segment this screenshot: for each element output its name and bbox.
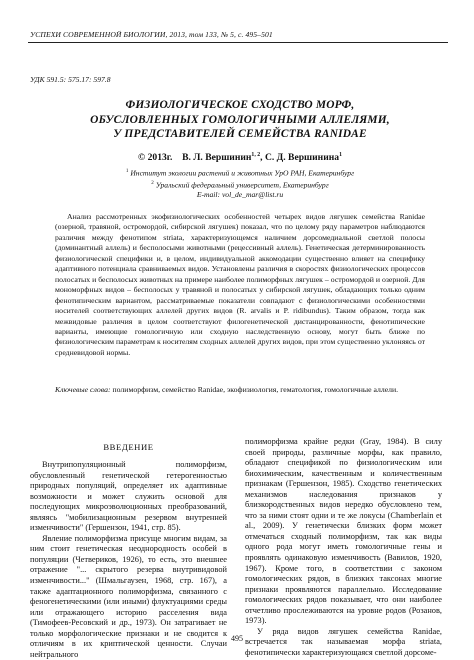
affiliations [40, 167, 440, 201]
author-name: С. Д. Вершинина [264, 152, 340, 164]
udk-code: УДК 591.5: 575.17: 597.8 [30, 75, 111, 84]
header-rule [28, 42, 448, 43]
running-head: УСПЕХИ СОВРЕМЕННОЙ БИОЛОГИИ, 2013, том 133, № 5, с. 495–501 [30, 30, 273, 39]
affiliation-text: Уральский федеральный университет, Екатеринбург [155, 180, 329, 190]
authors-line [40, 152, 440, 163]
right-column [245, 437, 442, 658]
keywords-label: Ключевые слова: [55, 385, 111, 394]
affiliation-mark: 1 [125, 169, 129, 174]
author-separator: , [260, 152, 263, 164]
section-heading: ВВЕДЕНИЕ [103, 442, 154, 452]
email-text: E-mail: vol_de_mar@list.ru [196, 190, 284, 200]
abstract [55, 212, 425, 358]
title-line: У ПРЕДСТАВИТЕЛЕЙ СЕМЕЙСТВА RANIDAE [113, 128, 367, 141]
page-number: 495 [231, 634, 243, 643]
author-affiliation-mark: 1, 2 [251, 152, 261, 158]
body-paragraph: Явление полиморфизма присуще многим видам, за ним стоит генетическая неоднородность особей в популяции (Четвериков, 1926), то есть, это внешнее отражение "... скрытого резерва внутривидовой изменчивости..." (Шмальгаузен, 1968, стр. 167), а также адаптационного полиморфизма, связанного с феногенетическими (или иными) флуктуациями среды или отражающего историю расселения вида (Тимофеев-Ресовский и др., 1973). Он затрагивает не только морфологические признаки и не сводится к отличиям в их криптической ценности. Случаи нейтрального [30, 533, 227, 659]
keywords-text: полиморфизм, семейство Ranidae, экофизиология, гематология, гомологичные аллели. [110, 385, 399, 394]
left-column [30, 460, 227, 660]
affiliation-mark: 2 [151, 180, 154, 186]
abstract-text: Анализ рассмотренных экофизиологических особенностей четырех видов лягушек семейства Ranidae (озерной, травяной, остромордой, сибирской лягушек) показал, что по целому ряду параметров наблюдаются различия между фенотипом striata, характеризующемся наличием дорсомедиальной светлой полосы (доминантный аллель) и бесполосыми животными (рецессивный аллель). Генетическая детерминированность физиологической специфики и, в целом, индивидуальной аккомодации существенно влияет на специфику адаптивного потенциала сравниваемых видов. Установлены различия в скоростях физиологических процессов полосатых и бесполосых животных на примере наиболее полиморфных лягушек – остромордой и озерной. Для мономорфных видов – бесполосых у травяной и полосатых у сибирской лягушек, обладающих только одним фенотипическим вариантом, рассматриваемые показатели совпадают с физиологическими особенностями носителей соответствующих аллелей других видов (R. arvalis и P. ridibundus). Таким образом, тогда как межвидовые различия в целом соответствуют филогенетической дистанцированности, фенотипические варианты, имеющие гомологичную или сходную наследственную основу, могут быть ближе по физиологическим параметрам к носителям сходных аллелей других видов, при этом существенно уклоняясь от средневидовой нормы. [55, 212, 425, 357]
article-title [40, 98, 440, 142]
title-line: ОБУСЛОВЛЕННЫХ ГОМОЛОГИЧНЫМИ АЛЛЕЛЯМИ, [90, 113, 390, 126]
author-affiliation-mark: 1 [339, 152, 342, 158]
body-paragraph: полиморфизма крайне редки (Gray, 1984). В силу своей природы, различные морфы, как правило, обладают спецификой по физиологическим или биохимическим, качественным и количественным признакам (Гершензон, 1985). Сходство генетических механизмов наследования признаков у близкородственных видов нередко обусловлено тем, что за ними стоят одни и те же локусы (Chamberlain et al., 2009). У генетически близких форм может отмечаться сходный полиморфизм, так как виды одного рода могут иметь гомологичные гены и проявлять одинаковую изменчивость (Вавилов, 1920, 1967). Кроме того, в соответствии с законом гомологических рядов, в близких таксонах многие признаки проявляются параллельно. Исследование гомологических рядов показывает, что они наиболее отчетливо прослеживаются на уровне родов (Розанов, 1973). [245, 437, 442, 626]
author-name: В. Л. Вершинин [182, 152, 252, 164]
affiliation-email [40, 190, 440, 200]
keywords [55, 385, 425, 395]
body-paragraph: Внутрипопуляционный полиморфизм, обусловленный генетической гетерогенностью природных популяций, определяет их адаптивные возможности и может служить основой для последующих микроэволюционных преобразований, являясь "мобилизационным резервом внутренней изменчивости" (Гершензон, 1941, стр. 85). [30, 460, 227, 533]
title-line: ФИЗИОЛОГИЧЕСКОЕ СХОДСТВО МОРФ, [125, 99, 355, 111]
affiliation [40, 179, 440, 191]
body-paragraph: У ряда видов лягушек семейства Ranidae, встречается так называемая морфа striata, фенотипически характеризующаяся светлой дорсоме- [245, 626, 442, 657]
copyright-year: © 2013г. [138, 152, 173, 164]
affiliation-text: Институт экологии растений и животных УрО РАН, Екатеринбург [130, 168, 355, 178]
affiliation [40, 167, 440, 179]
